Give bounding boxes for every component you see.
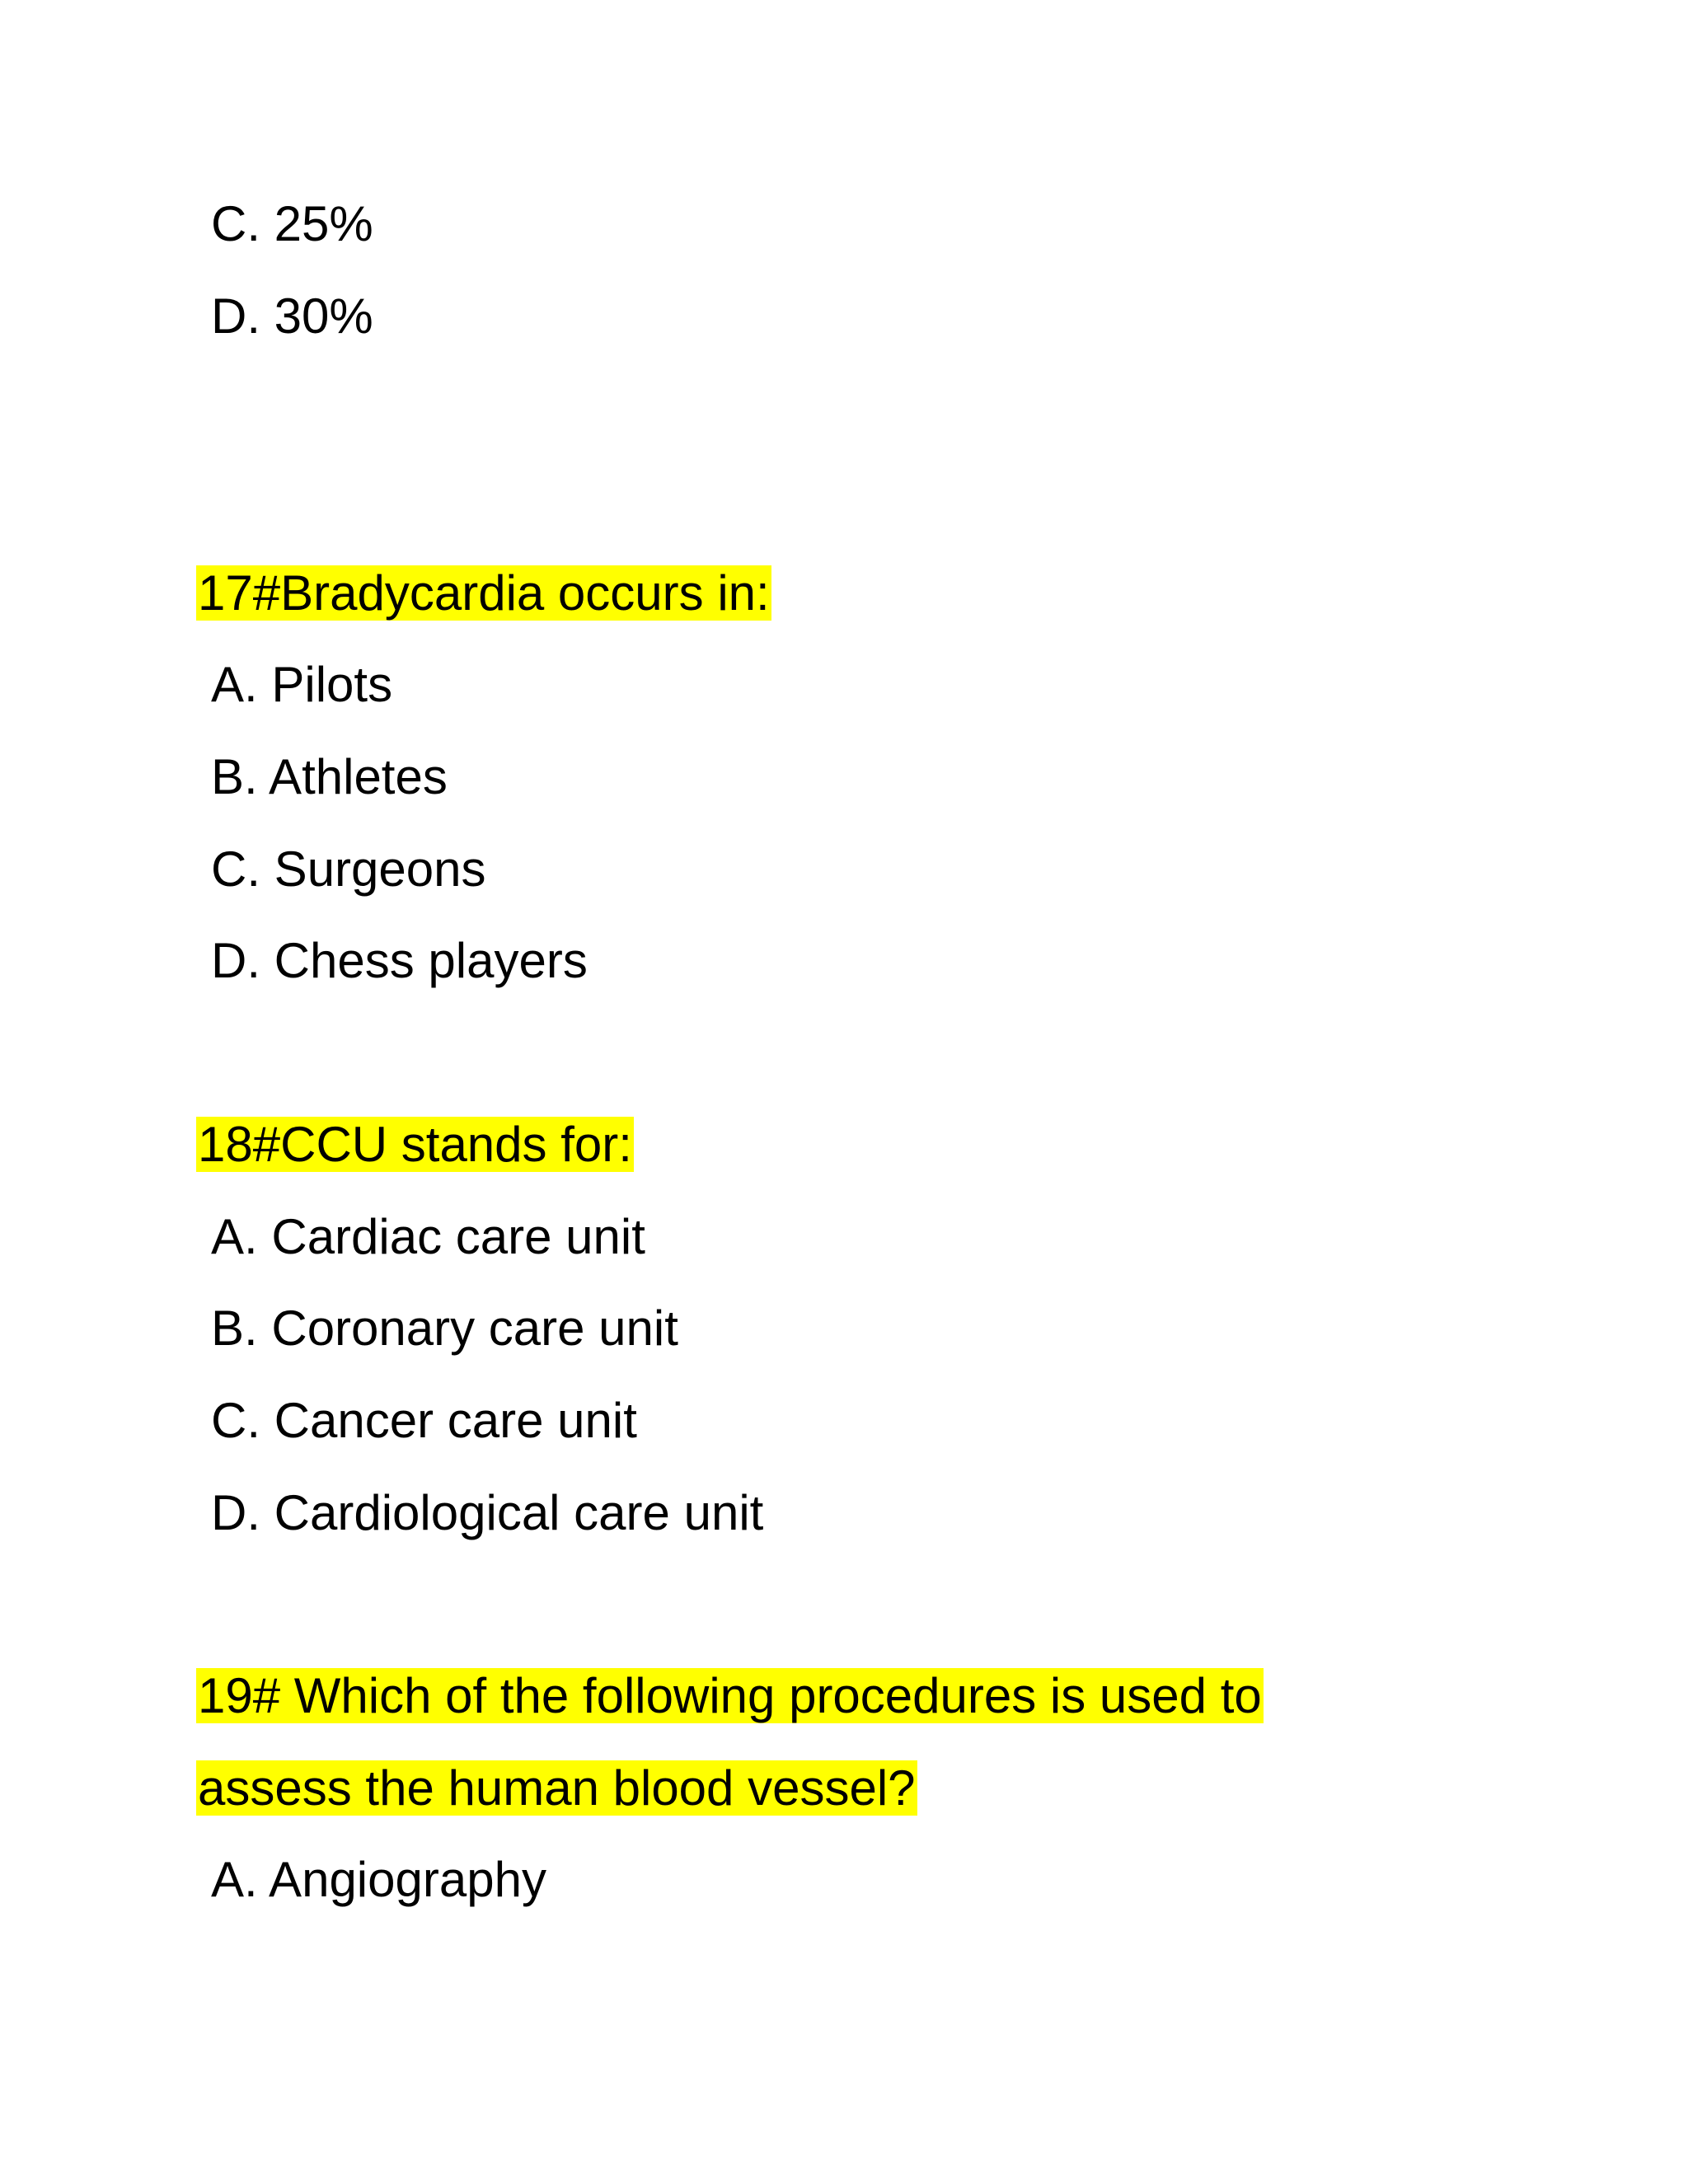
question-18-option-a: A. Cardiac care unit — [211, 1209, 645, 1264]
question-17 — [196, 565, 771, 621]
question-19-line-2 — [196, 1760, 917, 1816]
question-19-text-line-1: 19# Which of the following procedures is used to — [198, 1668, 1262, 1723]
option-d-prev-question: D. 30% — [211, 288, 373, 344]
question-17-option-b: B. Athletes — [211, 749, 448, 804]
question-17-option-d: D. Chess players — [211, 933, 588, 988]
option-c-prev-question: C. 25% — [211, 196, 373, 251]
question-18-option-b: B. Coronary care unit — [211, 1301, 678, 1356]
question-19-option-a: A. Angiography — [211, 1852, 546, 1907]
question-17-text: 17#Bradycardia occurs in: — [198, 565, 770, 621]
question-17-option-a: A. Pilots — [211, 657, 393, 712]
question-17-option-c: C. Surgeons — [211, 841, 486, 897]
question-18 — [196, 1117, 634, 1173]
question-18-text: 18#CCU stands for: — [198, 1117, 632, 1172]
question-18-option-c: C. Cancer care unit — [211, 1393, 637, 1448]
question-18-option-d: D. Cardiological care unit — [211, 1485, 764, 1540]
question-19-text-line-2: assess the human blood vessel? — [198, 1760, 916, 1816]
question-19-line-1 — [196, 1668, 1264, 1724]
